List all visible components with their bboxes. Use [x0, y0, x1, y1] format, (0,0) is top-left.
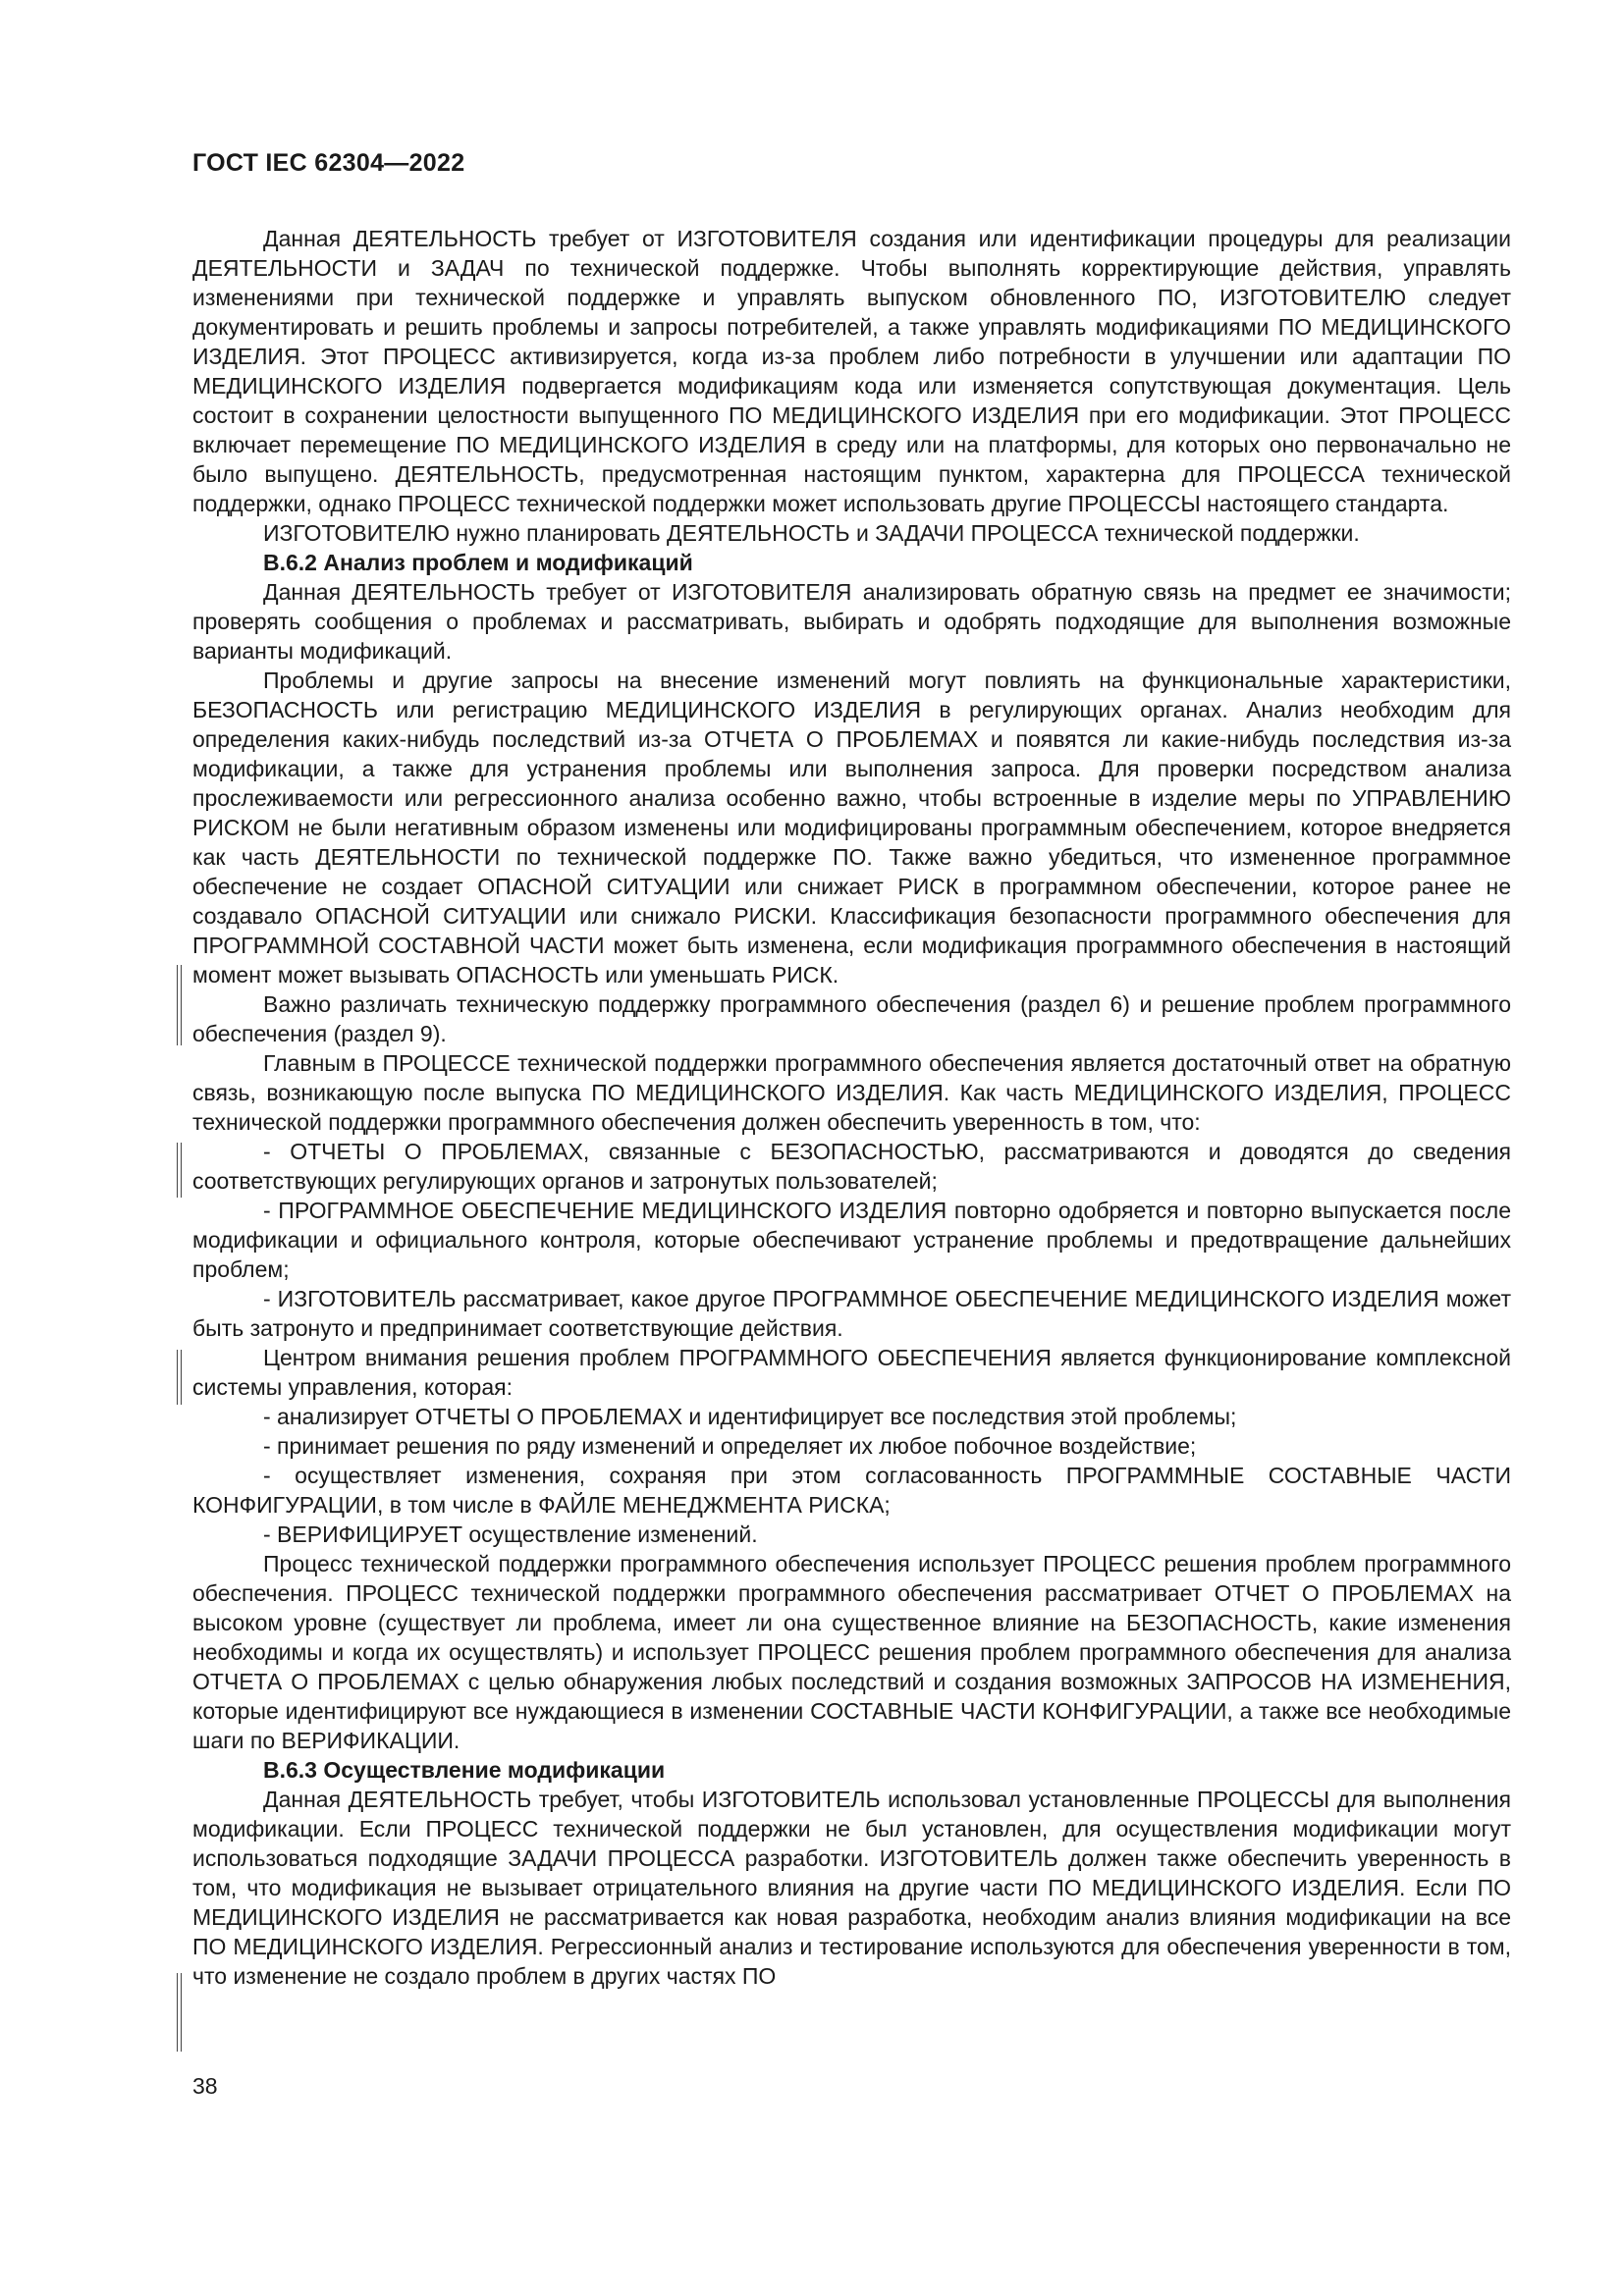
paragraph: ИЗГОТОВИТЕЛЮ нужно планировать ДЕЯТЕЛЬНОСТЬ и ЗАДАЧИ ПРОЦЕССА технической поддержки. — [263, 520, 1360, 546]
page-number: 38 — [192, 2073, 218, 2099]
list-item: - осуществляет изменения, сохраняя при этом согласованность ПРОГРАММНЫЕ СОСТАВНЫЕ ЧАСТИ КОНФИГУРАЦИИ, в том числе в ФАЙЛЕ МЕНЕДЖМЕНТА РИСКА; — [192, 1463, 1511, 1518]
section-heading: В.6.2 Анализ проблем и модификаций — [263, 550, 693, 575]
paragraph: Главным в ПРОЦЕССЕ технической поддержки программного обеспечения является достаточный ответ на обратную связь, возникающую после выпуска ПО МЕДИЦИНСКОГО ИЗДЕЛИЯ. Как часть МЕДИЦИНСКОГО ИЗДЕЛИЯ, ПРОЦЕСС технической поддержки программного обеспечения должен обеспечить уверенность в том, что: — [192, 1050, 1511, 1135]
list-item: - принимает решения по ряду изменений и определяет их любое побочное воздействие; — [263, 1433, 1197, 1459]
change-bar — [177, 1350, 182, 1405]
paragraph: Данная ДЕЯТЕЛЬНОСТЬ требует, чтобы ИЗГОТОВИТЕЛЬ использовал установленные ПРОЦЕССЫ для выполнения модификации. Если ПРОЦЕСС технической поддержки не был установлен, для осуществления модификации могут использоваться подходящие ЗАДАЧИ ПРОЦЕССА разработки. ИЗГОТОВИТЕЛЬ должен также обеспечить уверенность в том, что модификация не вызывает отрицательного влияния на другие части ПО МЕДИЦИНСКОГО ИЗДЕЛИЯ. Если ПО МЕДИЦИНСКОГО ИЗДЕЛИЯ не рассматривается как новая разработка, необходим анализ влияния модификации на все ПО МЕДИЦИНСКОГО ИЗДЕЛИЯ. Регрессионный анализ и тестирование используются для обеспечения уверенности в том, что изменение не создало проблем в других частях ПО — [192, 1787, 1511, 1989]
change-bar — [177, 1143, 182, 1198]
paragraph: Проблемы и другие запросы на внесение изменений могут повлиять на функциональные характеристики, БЕЗОПАСНОСТЬ или регистрацию МЕДИЦИНСКОГО ИЗДЕЛИЯ в регулирующих органах. Анализ необходим для определения каких-нибудь последствий из-за ОТЧЕТА О ПРОБЛЕМАХ и появятся ли какие-нибудь последствия из-за модификации, а также для устранения проблемы или выполнения запроса. Для проверки посредством анализа прослеживаемости или регрессионного анализа особенно важно, чтобы встроенные в изделие меры по УПРАВЛЕНИЮ РИСКОМ не были негативным образом изменены или модифицированы программным обеспечением, которое внедряется как часть ДЕЯТЕЛЬНОСТИ по технической поддержке ПО. Также важно убедиться, что измененное программное обеспечение не создает ОПАСНОЙ СИТУАЦИИ или снижает РИСК в программном обеспечении, которое ранее не создавало ОПАСНОЙ СИТУАЦИИ или снижало РИСКИ. Классификация безопасности программного обеспечения для ПРОГРАММНОЙ СОСТАВНОЙ ЧАСТИ может быть изменена, если модификация программного обеспечения в настоящий момент может вызывать ОПАСНОСТЬ или уменьшать РИСК. — [192, 667, 1511, 988]
list-item: - ИЗГОТОВИТЕЛЬ рассматривает, какое другое ПРОГРАММНОЕ ОБЕСПЕЧЕНИЕ МЕДИЦИНСКОГО ИЗДЕЛИЯ может быть затронуто и предпринимает соответствующие действия. — [192, 1286, 1511, 1341]
document-header: ГОСТ IEC 62304—2022 — [192, 149, 465, 177]
list-item: - ВЕРИФИЦИРУЕТ осуществление изменений. — [263, 1522, 758, 1547]
change-bar — [177, 965, 182, 1045]
change-bar — [177, 1973, 182, 2052]
list-item: - анализирует ОТЧЕТЫ О ПРОБЛЕМАХ и идентифицирует все последствия этой проблемы; — [263, 1404, 1237, 1429]
section-heading: В.6.3 Осуществление модификации — [263, 1757, 666, 1783]
list-item: - ПРОГРАММНОЕ ОБЕСПЕЧЕНИЕ МЕДИЦИНСКОГО ИЗДЕЛИЯ повторно одобряется и повторно выпускается после модификации и официального контроля, которые обеспечивают устранение проблемы и предотвращение дальнейших проблем; — [192, 1198, 1511, 1282]
document-body — [192, 224, 1511, 1991]
paragraph: Данная ДЕЯТЕЛЬНОСТЬ требует от ИЗГОТОВИТЕЛЯ создания или идентификации процедуры для реализации ДЕЯТЕЛЬНОСТИ и ЗАДАЧ по технической поддержке. Чтобы выполнять корректирующие действия, управлять изменениями при технической поддержке и управлять выпуском обновленного ПО, ИЗГОТОВИТЕЛЮ следует документировать и решить проблемы и запросы потребителей, а также управлять модификациями ПО МЕДИЦИНСКОГО ИЗДЕЛИЯ. Этот ПРОЦЕСС активизируется, когда из-за проблем либо потребности в улучшении или адаптации ПО МЕДИЦИНСКОГО ИЗДЕЛИЯ подвергается модификациям кода или изменяется сопутствующая документация. Цель состоит в сохранении целостности выпущенного ПО МЕДИЦИНСКОГО ИЗДЕЛИЯ при его модификации. Этот ПРОЦЕСС включает перемещение ПО МЕДИЦИНСКОГО ИЗДЕЛИЯ в среду или на платформы, для которых оно первоначально не было выпущено. ДЕЯТЕЛЬНОСТЬ, предусмотренная настоящим пунктом, характерна для ПРОЦЕССА технической поддержки, однако ПРОЦЕСС технической поддержки может использовать другие ПРОЦЕССЫ настоящего стандарта. — [192, 226, 1511, 516]
paragraph: Важно различать техническую поддержку программного обеспечения (раздел 6) и решение проблем программного обеспечения (раздел 9). — [192, 991, 1511, 1046]
paragraph: Центром внимания решения проблем ПРОГРАММНОГО ОБЕСПЕЧЕНИЯ является функционирование комплексной системы управления, которая: — [192, 1345, 1511, 1400]
list-item: - ОТЧЕТЫ О ПРОБЛЕМАХ, связанные с БЕЗОПАСНОСТЬЮ, рассматриваются и доводятся до сведения соответствующих регулирующих органов и затронутых пользователей; — [192, 1139, 1511, 1194]
paragraph: Данная ДЕЯТЕЛЬНОСТЬ требует от ИЗГОТОВИТЕЛЯ анализировать обратную связь на предмет ее значимости; проверять сообщения о проблемах и рассматривать, выбирать и одобрять подходящие для выполнения возможные варианты модификаций. — [192, 579, 1511, 664]
paragraph: Процесс технической поддержки программного обеспечения использует ПРОЦЕСС решения проблем программного обеспечения. ПРОЦЕСС технической поддержки программного обеспечения рассматривает ОТЧЕТ О ПРОБЛЕМАХ на высоком уровне (существует ли проблема, имеет ли она существенное влияние на БЕЗОПАСНОСТЬ, какие изменения необходимы и когда их осуществлять) и использует ПРОЦЕСС решения проблем программного обеспечения для анализа ОТЧЕТА О ПРОБЛЕМАХ с целью обнаружения любых последствий и создания возможных ЗАПРОСОВ НА ИЗМЕНЕНИЯ, которые идентифицируют все нуждающиеся в изменении СОСТАВНЫЕ ЧАСТИ КОНФИГУРАЦИИ, а также все необходимые шаги по ВЕРИФИКАЦИИ. — [192, 1551, 1511, 1753]
